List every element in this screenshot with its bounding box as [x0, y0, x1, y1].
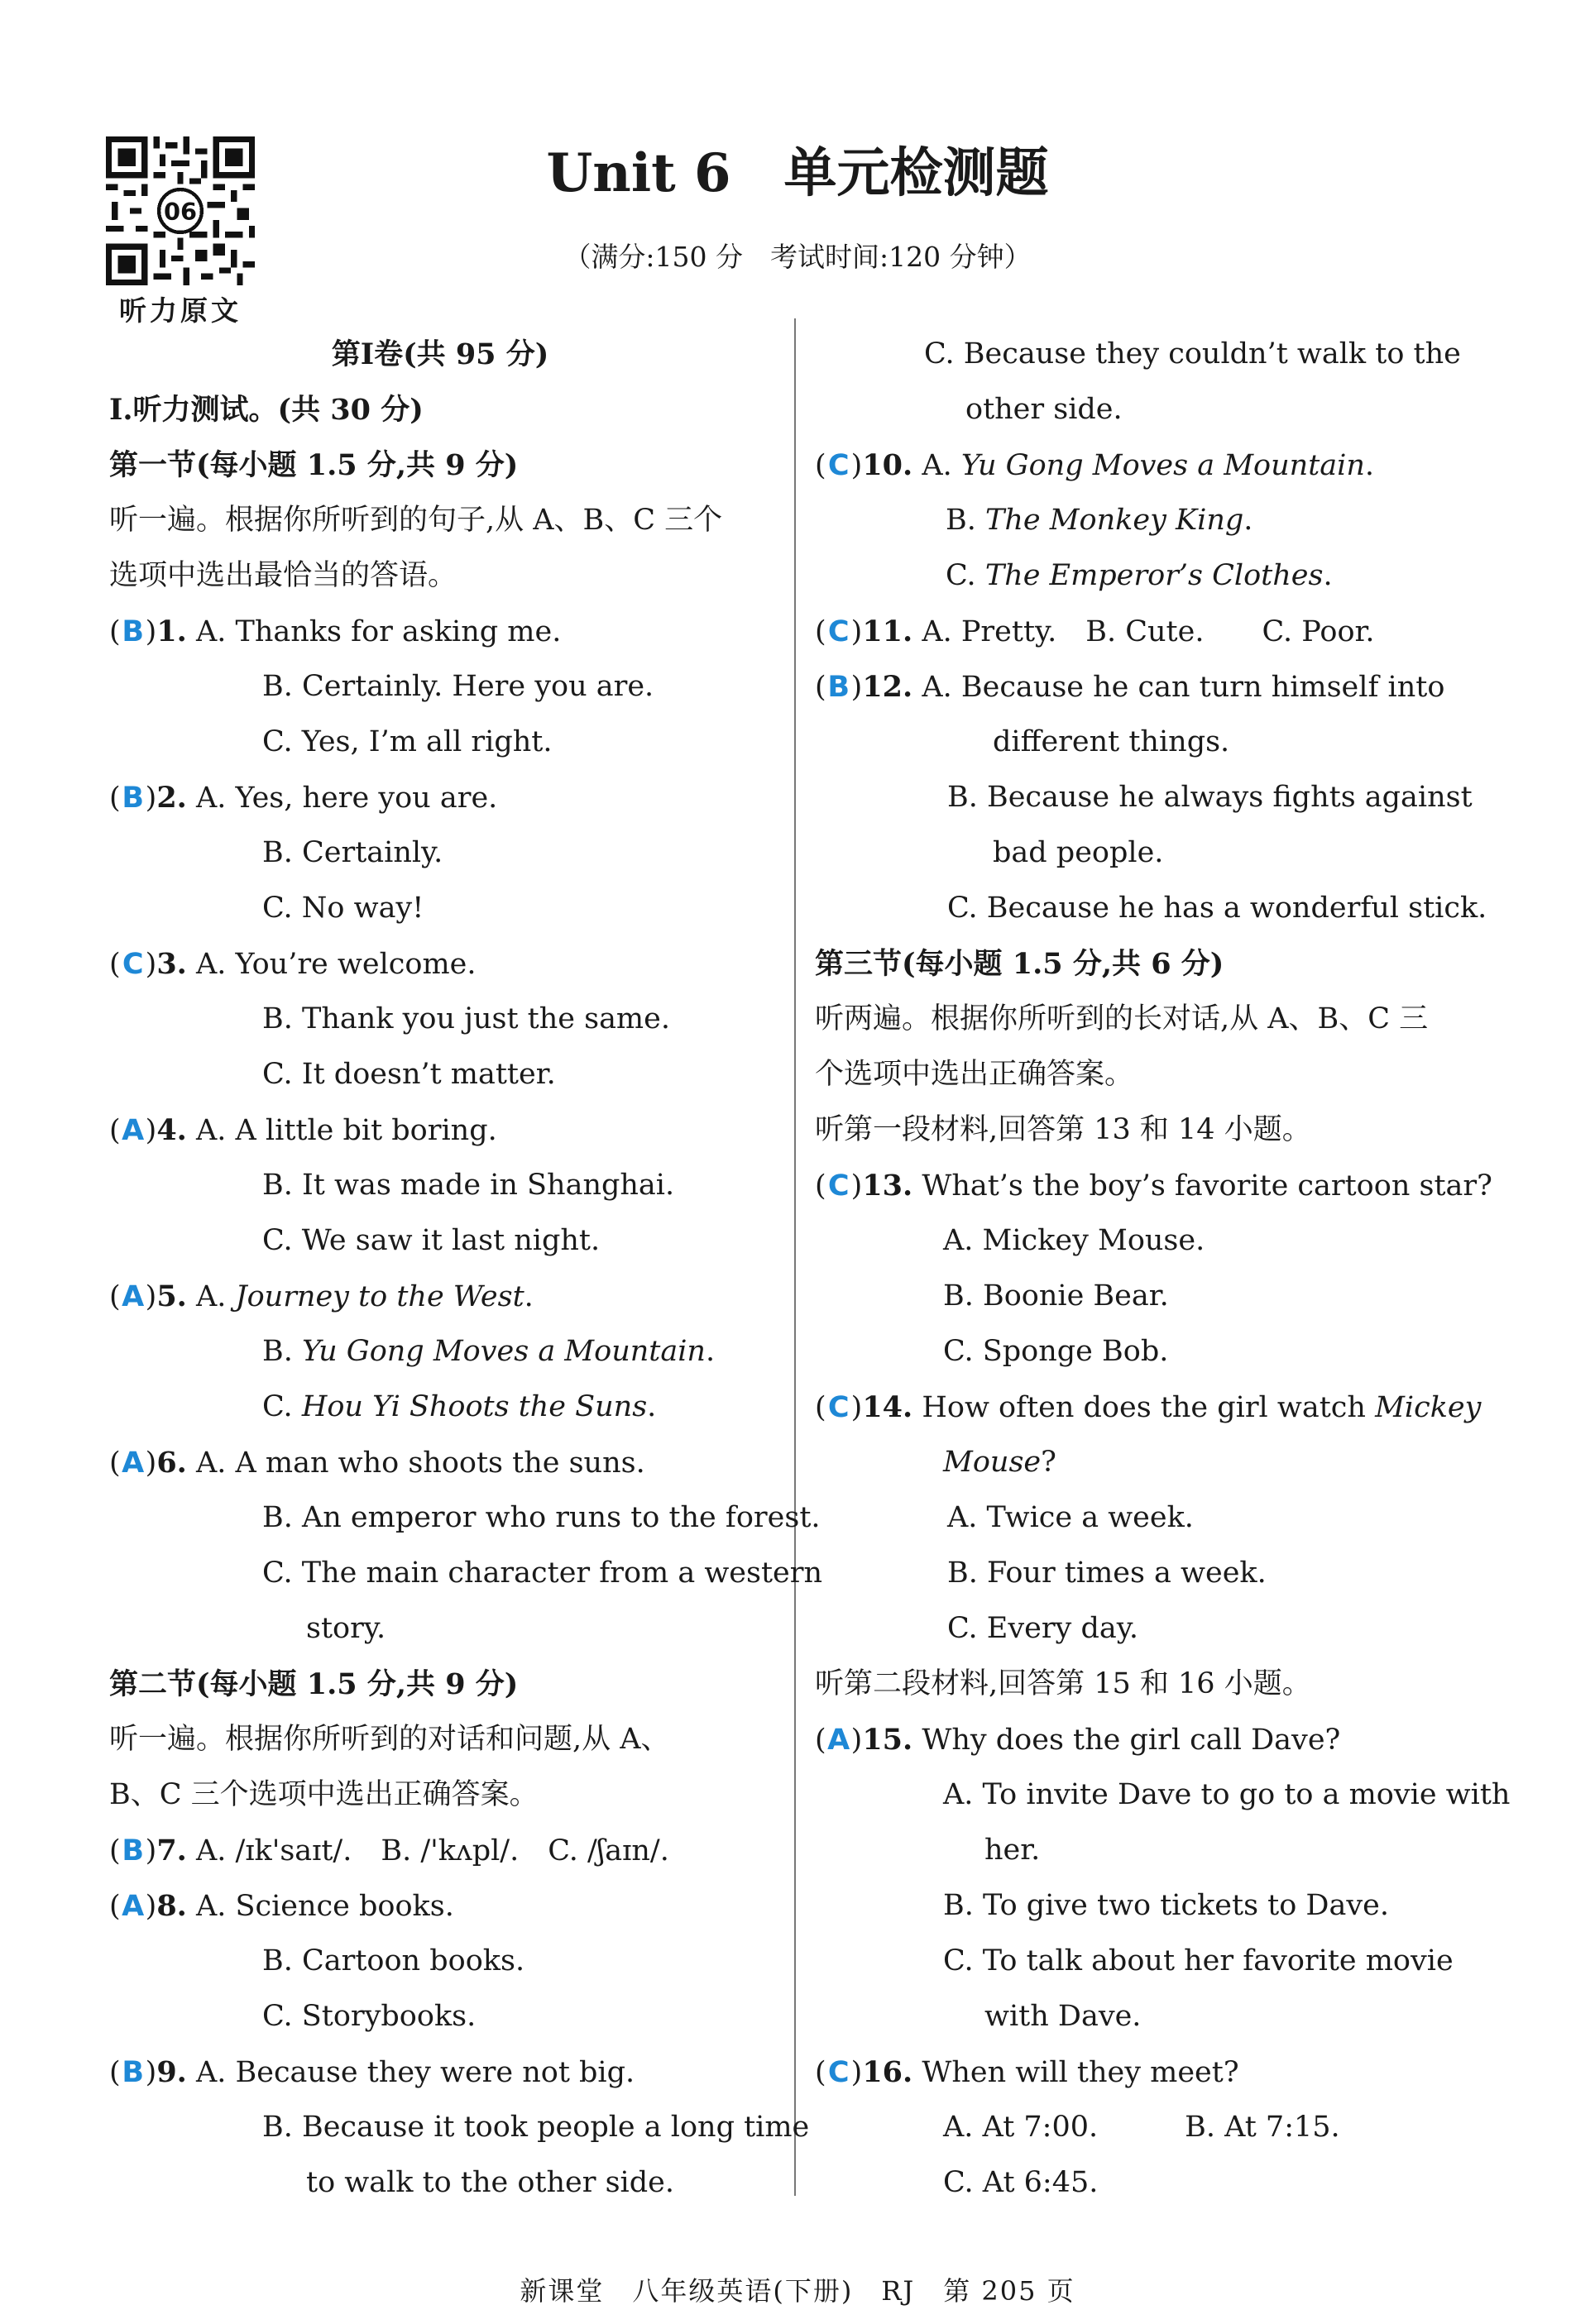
section-heading: 第一节(每小题 1.5 分,共 9 分): [109, 448, 519, 482]
right-column: [815, 327, 1511, 2211]
option-line: B. Cartoon books.: [262, 1944, 525, 1977]
question-row: (B)12. A. Because he can turn himself into: [815, 659, 1477, 715]
option-line: C. Because they couldn’t walk to the: [924, 337, 1461, 371]
answer-letter: B: [122, 2056, 144, 2089]
option-line: other side.: [965, 393, 1123, 426]
section-heading: 第三节(每小题 1.5 分,共 6 分): [815, 947, 1224, 981]
answer-letter: C: [827, 1391, 850, 1424]
question-row: (A)5. A. Journey to the West.: [109, 1269, 771, 1324]
option-line: B. Boonie Bear.: [943, 1279, 1169, 1313]
option-line: different things.: [993, 725, 1230, 758]
question-row: (B)1. A. Thanks for asking me.: [109, 604, 771, 659]
option-line: bad people.: [993, 836, 1164, 869]
question-row: (C)16. When will they meet?: [815, 2044, 1477, 2100]
question-row: (C)10. A. Yu Gong Moves a Mountain.: [815, 438, 1477, 493]
page-subtitle: （满分:150 分 考试时间:120 分钟）: [563, 241, 1032, 273]
question-row: (B)2. A. Yes, here you are.: [109, 770, 771, 825]
instruction-text: B、C 三个选项中选出正确答案。: [109, 1778, 539, 1811]
instruction-text: 选项中选出最恰当的答语。: [109, 559, 457, 592]
question-row: (A)8. A. Science books.: [109, 1878, 771, 1934]
option-line: B. Four times a week.: [947, 1557, 1267, 1590]
option-line: B. Certainly.: [262, 836, 443, 869]
instruction-text: 听一遍。根据你所听到的对话和问题,从 A、: [109, 1723, 670, 1756]
question-row: (A)6. A. A man who shoots the suns.: [109, 1435, 771, 1490]
question-row: (C)11. A. Pretty. B. Cute. C. Poor.: [815, 604, 1477, 659]
option-line: B. It was made in Shanghai.: [262, 1169, 675, 1202]
answer-letter: A: [122, 1114, 145, 1147]
question-row: (B)7. A. /ɪk'saɪt/. B. /'kʌpl/. C. /ʃaɪn/.: [109, 1823, 771, 1878]
answer-letter: A: [122, 1280, 145, 1313]
question-row: (A)4. A. A little bit boring.: [109, 1102, 771, 1158]
option-line: C. Every day.: [947, 1612, 1138, 1645]
material-note: 听第一段材料,回答第 13 和 14 小题。: [815, 1113, 1311, 1146]
option-line: to walk to the other side.: [306, 2166, 674, 2199]
option-line: C. Yes, I’m all right.: [262, 725, 553, 758]
part-heading: Ⅰ.听力测试。(共 30 分): [109, 393, 424, 427]
option-line: B. Certainly. Here you are.: [262, 670, 654, 703]
column-divider: [794, 318, 796, 2196]
option-line: B. Because he always fights against: [947, 781, 1473, 814]
instruction-text: 听一遍。根据你所听到的句子,从 A、B、C 三个: [109, 504, 723, 537]
option-line: C. Storybooks.: [262, 2000, 477, 2033]
answer-letter: C: [827, 449, 850, 482]
answer-letter: C: [122, 948, 144, 981]
material-note: 听第二段材料,回答第 15 和 16 小题。: [815, 1667, 1311, 1700]
option-line: A. Twice a week.: [947, 1501, 1194, 1534]
question-row: (C)14. How often does the girl watch Mickey: [815, 1380, 1477, 1435]
page-footer: 新课堂 八年级英语(下册) RJ 第 205 页: [520, 2275, 1075, 2307]
left-column: [109, 327, 823, 2211]
answer-letter: B: [122, 1834, 144, 1867]
option-line: C. To talk about her favorite movie: [943, 1944, 1454, 1977]
instruction-text: 个选项中选出正确答案。: [815, 1058, 1134, 1091]
option-line: story.: [306, 1612, 386, 1645]
question-row: (A)15. Why does the girl call Dave?: [815, 1712, 1477, 1767]
answer-letter: C: [827, 1169, 850, 1203]
answer-letter: B: [122, 615, 144, 648]
qr-badge-number: 06: [163, 197, 198, 226]
question-continuation: Mouse?: [943, 1446, 1056, 1479]
option-line: B. An emperor who runs to the forest.: [262, 1501, 821, 1534]
option-line: C. Sponge Bob.: [943, 1335, 1169, 1368]
option-line: C. The Emperor’s Clothes.: [946, 559, 1333, 592]
option-line: B. Because it took people a long time: [262, 2111, 810, 2144]
option-line: C. At 6:45.: [943, 2166, 1099, 2199]
page-title: Unit 6 单元检测题: [546, 142, 1049, 204]
option-line: C. No way!: [262, 892, 424, 925]
answer-letter: A: [122, 1890, 145, 1923]
question-row: (C)13. What’s the boy’s favorite cartoon star?: [815, 1158, 1477, 1213]
option-line: B. The Monkey King.: [946, 504, 1253, 537]
section-heading: 第二节(每小题 1.5 分,共 9 分): [109, 1667, 519, 1701]
option-line: B. Yu Gong Moves a Mountain.: [262, 1335, 716, 1368]
option-line: B. To give two tickets to Dave.: [943, 1889, 1389, 1922]
answer-letter: C: [827, 615, 850, 648]
question-row: (C)3. A. You’re welcome.: [109, 936, 771, 992]
qr-label: 听力原文: [119, 294, 242, 327]
option-line: A. Mickey Mouse.: [943, 1224, 1205, 1257]
answer-letter: A: [827, 1724, 850, 1757]
option-line: C. It doesn’t matter.: [262, 1058, 556, 1091]
answer-letter: B: [827, 671, 850, 704]
option-line: C. Hou Yi Shoots the Suns.: [262, 1390, 657, 1423]
volume-heading: 第Ⅰ卷(共 95 分): [331, 337, 549, 371]
answer-letter: B: [122, 782, 144, 815]
option-line: with Dave.: [984, 2000, 1142, 2033]
option-line: C. We saw it last night.: [262, 1224, 601, 1257]
question-row: (B)9. A. Because they were not big.: [109, 2044, 771, 2100]
option-line: A. At 7:00. B. At 7:15.: [943, 2111, 1340, 2144]
option-line: B. Thank you just the same.: [262, 1002, 670, 1035]
instruction-text: 听两遍。根据你所听到的长对话,从 A、B、C 三: [815, 1002, 1429, 1035]
answer-letter: A: [122, 1447, 145, 1480]
option-line: A. To invite Dave to go to a movie with: [943, 1778, 1511, 1811]
answer-letter: C: [827, 2056, 850, 2089]
option-line: her.: [984, 1834, 1041, 1867]
option-line: C. The main character from a western: [262, 1557, 823, 1590]
option-line: C. Because he has a wonderful stick.: [947, 892, 1487, 925]
